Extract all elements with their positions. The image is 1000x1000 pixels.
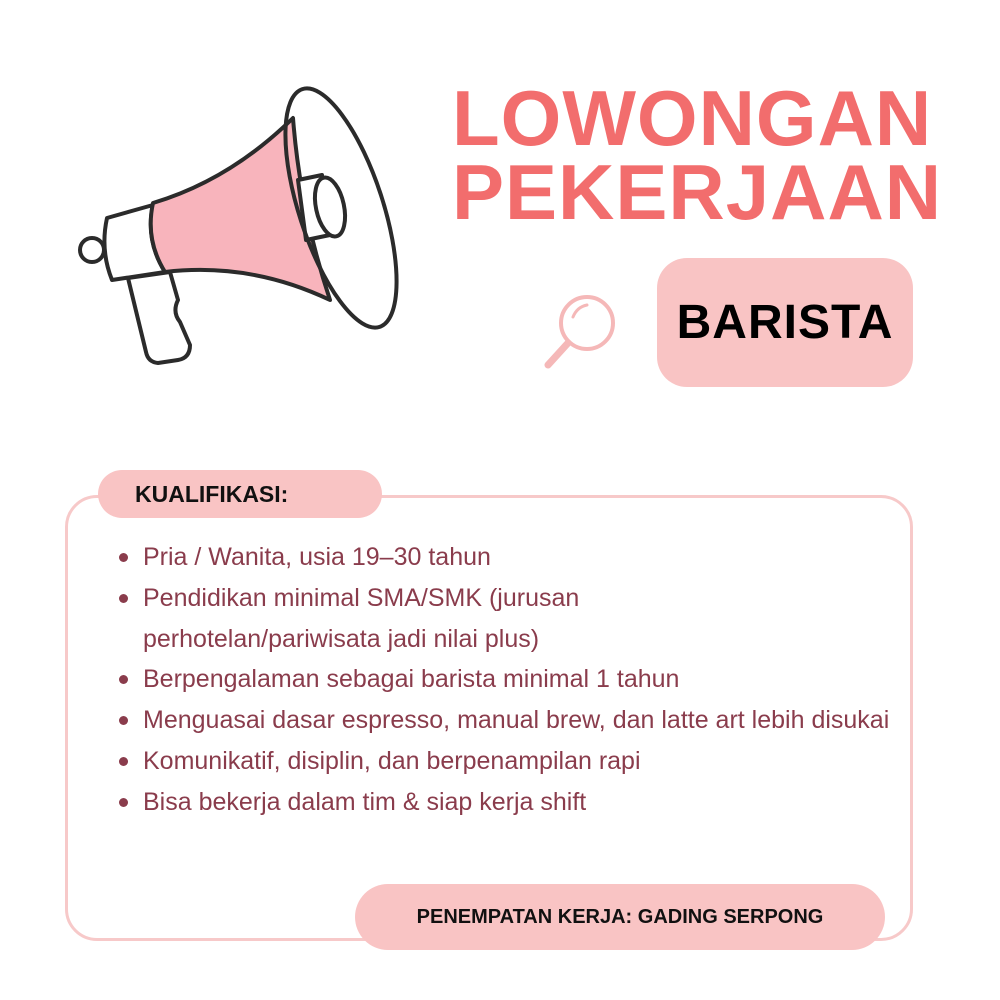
list-item: Berpengalaman sebagai barista minimal 1 tahun <box>143 659 923 700</box>
qualifications-label <box>98 470 382 518</box>
placement-badge: PENEMPATAN KERJA: GADING SERPONG <box>355 884 885 950</box>
list-item: Komunikatif, disiplin, dan berpenampilan rapi <box>143 741 923 782</box>
title-line-2: PEKERJAAN <box>452 148 943 236</box>
list-item: Pendidikan minimal SMA/SMK (jurusan perhotelan/pariwisata jadi nilai plus) <box>143 578 703 660</box>
qualifications-label-text: KUALIFIKASI: <box>135 481 289 507</box>
position-badge: BARISTA <box>657 258 913 387</box>
qualifications-list <box>143 537 923 823</box>
megaphone-icon <box>0 0 420 400</box>
title-line-1: LOWONGAN <box>452 74 933 162</box>
list-item: Menguasai dasar espresso, manual brew, dan latte art lebih disukai <box>143 700 903 741</box>
list-item: Pria / Wanita, usia 19–30 tahun <box>143 537 923 578</box>
magnifier-icon <box>535 285 635 375</box>
list-item: Bisa bekerja dalam tim & siap kerja shift <box>143 782 923 823</box>
